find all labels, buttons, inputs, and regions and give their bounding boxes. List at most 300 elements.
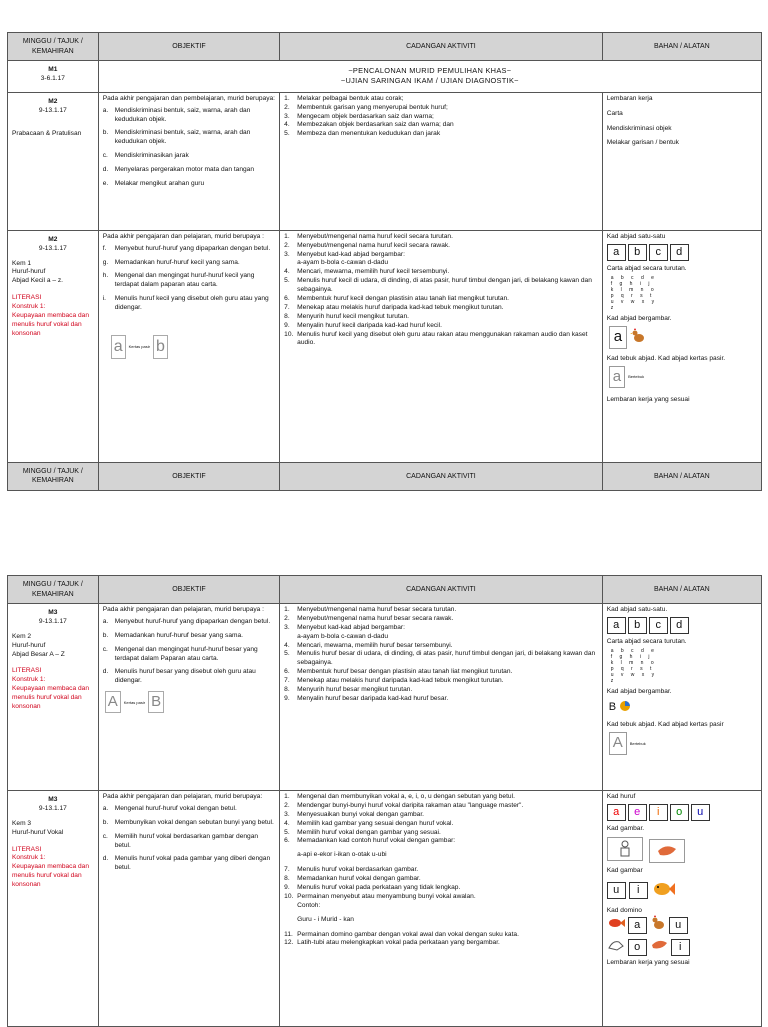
domino-letter: a	[628, 917, 647, 934]
objective-item	[103, 855, 275, 873]
objective-list	[103, 618, 275, 686]
activity-number: 2.	[284, 801, 290, 809]
activity-item	[284, 104, 598, 113]
letter-tiles	[607, 617, 757, 634]
letter-tile: d	[670, 617, 689, 634]
activity-text: Melakar pelbagai bentuk atau corak;	[297, 94, 404, 102]
activity-item	[284, 251, 598, 260]
objective-intro: Pada akhir pengajaran dan pembelajaran, murid berupaya:	[102, 94, 276, 102]
alphabet-chart	[611, 648, 757, 684]
header-row	[8, 33, 762, 61]
alphabet-row: k l m n o	[610, 659, 657, 666]
m1-banner	[98, 61, 761, 93]
activity-item	[284, 277, 598, 295]
objective-letter: i.	[102, 295, 107, 303]
objective-letter: b.	[102, 129, 109, 137]
activity-item	[284, 331, 598, 349]
activity-text: Menulis huruf kecil di udara, di dinding, di atas pasir, huruf timbul dengan jari, di belakang kawan dan sebagainya.	[297, 277, 592, 294]
activity-item	[284, 931, 598, 940]
header-objective: OBJEKTIF	[98, 462, 279, 490]
objective-item	[103, 129, 275, 147]
objective-item	[103, 245, 275, 254]
domino-letter: u	[669, 917, 688, 934]
activity-text: Membentuk huruf kecil dengan plastisin atau tanah liat mengikut turutan.	[297, 295, 510, 303]
picture-letter: a	[609, 326, 627, 348]
activity-number: 3.	[284, 623, 290, 631]
picture-card	[609, 700, 757, 716]
activity-text: Menekap atau melakis huruf daripada kad-kad tebuk mengikut turutan.	[297, 303, 504, 311]
activity-item	[284, 668, 598, 677]
activity-number: 8.	[284, 875, 290, 883]
objective-item	[103, 180, 275, 189]
objective-cell	[98, 92, 279, 230]
activity-list	[284, 866, 598, 902]
activity-number: 3.	[284, 250, 290, 258]
mat-title: Kad domino	[606, 906, 642, 914]
objective-letter: g.	[102, 258, 109, 266]
fish-icon	[607, 916, 625, 934]
mat-title: Lembaran kerja yang sesuai	[606, 395, 690, 403]
activity-text: Menulis huruf vokal pada perkataan yang tidak lengkap.	[297, 884, 461, 892]
row-m1	[8, 61, 762, 93]
objective-letter: d.	[102, 166, 109, 174]
plan-table-page1	[7, 32, 762, 491]
punch-letter: A	[609, 732, 627, 754]
letter-tile: a	[607, 244, 626, 261]
activity-number: 2.	[284, 103, 290, 111]
objective-item	[103, 259, 275, 268]
week-cell	[8, 92, 99, 230]
header-week: MINGGU / TAJUK / KEMAHIRAN	[8, 576, 99, 604]
activity-item	[284, 695, 598, 704]
week-label: M3	[48, 609, 58, 616]
week-date: 9-13.1.17	[38, 617, 67, 625]
activity-number: 7.	[284, 866, 290, 874]
materials-list	[607, 95, 757, 149]
activity-number: 4.	[284, 121, 290, 129]
activity-text: Permainan domino gambar dengan vokal awal dan vokal dengan suku kata.	[297, 930, 519, 938]
objective-text: Melakar mengikut arahan guru	[114, 180, 205, 188]
activity-number: 6.	[284, 295, 290, 303]
objective-item	[103, 152, 275, 161]
punch-card	[609, 366, 757, 388]
activity-item	[284, 606, 598, 615]
topic-kem: Kem 1	[12, 259, 32, 267]
activity-item	[284, 615, 598, 624]
activity-number	[284, 259, 297, 268]
objective-list	[103, 805, 275, 873]
activity-item	[284, 802, 598, 811]
objective-item	[103, 632, 275, 641]
activity-number: 1.	[284, 606, 290, 613]
mat-title: Kad tebuk abjad. Kad abjad kertas pasir	[606, 720, 724, 728]
topic-huruf: Huruf-huruf	[12, 268, 46, 276]
pair-letter: u	[607, 882, 626, 899]
letter-tile: b	[628, 244, 647, 261]
activity-cell	[280, 791, 603, 1027]
konstruk-desc: Keupayaan membaca dan menulis huruf vokal dan konsonan	[12, 863, 89, 889]
objective-letter: h.	[102, 272, 109, 280]
objective-letter: d.	[102, 855, 109, 863]
activity-item	[284, 884, 598, 893]
objective-text: Menulis huruf kecil yang disebut oleh guru atau yang didengar.	[114, 295, 269, 312]
activity-text: Menyurih huruf kecil mengikut turutan.	[297, 312, 409, 320]
materials-cell	[602, 791, 761, 1027]
objective-letter: f.	[102, 244, 107, 252]
alphabet-row: p q r s t	[610, 292, 655, 299]
literasi-label: LITERASI	[12, 845, 42, 853]
activity-cell	[280, 92, 603, 230]
ball-icon	[619, 700, 631, 716]
objective-letter: d.	[102, 668, 109, 676]
activity-text: Menulis huruf vokal berdasarkan gambar.	[297, 866, 419, 874]
objective-text: Menyebut huruf-huruf yang dipaparkan dengan betul.	[114, 244, 271, 252]
objective-text: Memadankan huruf-huruf besar yang sama.	[114, 631, 244, 639]
week-cell	[8, 230, 99, 462]
activity-item	[284, 268, 598, 277]
week-cell	[8, 791, 99, 1027]
mat-title: Kad abjad bergambar.	[606, 314, 672, 322]
activity-item	[284, 811, 598, 820]
alphabet-row: z	[610, 304, 617, 311]
chicken-icon	[630, 328, 646, 348]
activity-item	[284, 939, 598, 948]
contoh-words: Guru - i Murid - kan	[297, 915, 354, 923]
objective-text: Memadankan huruf-huruf kecil yang sama.	[114, 258, 240, 266]
domino-letter: o	[628, 939, 647, 956]
topic-kem: Kem 3	[12, 819, 32, 827]
alphabet-chart	[611, 275, 757, 311]
activity-list	[284, 606, 598, 704]
alphabet-row: u v w x y	[610, 298, 658, 305]
row-m2-prabacaan	[8, 92, 762, 230]
activity-item	[284, 893, 598, 902]
activity-number: 1.	[284, 94, 290, 102]
mat-title: Kad abjad bergambar.	[606, 687, 672, 695]
topic-huruf: Huruf-huruf	[12, 641, 46, 649]
activity-text: Menulis huruf kecil yang disebut oleh guru atau rakan atau menggunakan rakaman audio dan kaset audio.	[297, 330, 588, 347]
objective-text: Mendiskriminasi bentuk, saiz, warna, arah dan kedudukan objek.	[114, 106, 251, 123]
activity-number: 5.	[284, 130, 290, 138]
activity-item	[284, 677, 598, 686]
konstruk-desc: Keupayaan membaca dan menulis huruf vokal dan konsonan	[12, 685, 89, 711]
objective-intro: Pada akhir pengajaran dan pelajaran, murid berupaya :	[102, 232, 265, 240]
activity-number: 8.	[284, 686, 290, 694]
letter-tile: a	[607, 804, 626, 821]
activity-text: Menulis huruf besar di udara, di dinding, di atas pasir, huruf timbul dengan jari, di belakang kawan dan sebagainya.	[297, 650, 596, 667]
activity-text: Menyebut kad-kad abjad bergambar:	[297, 250, 405, 258]
activity-item	[284, 121, 598, 130]
activity-item	[284, 313, 598, 322]
activity-number: 2.	[284, 241, 290, 249]
letter-tiles	[607, 244, 757, 261]
letter-tile: b	[628, 617, 647, 634]
card-letter-B: B	[148, 691, 164, 713]
shrimp-icon	[649, 839, 685, 863]
activity-item	[284, 829, 598, 838]
activity-item	[284, 837, 598, 846]
activity-item	[284, 633, 598, 642]
letter-tile: o	[670, 804, 689, 821]
objective-item	[103, 107, 275, 125]
sandpaper-card	[105, 691, 275, 713]
chef-icon	[607, 837, 643, 861]
objective-letter: c.	[102, 832, 108, 840]
activity-list	[284, 95, 598, 139]
objective-list	[103, 245, 275, 313]
week-label: M1	[48, 66, 58, 73]
activity-number: 5.	[284, 828, 290, 836]
activity-text: Mendengar bunyi-bunyi huruf vokal daripita rakaman atau "language master".	[297, 801, 524, 809]
topic-abjad: Abjad Besar A – Z	[12, 650, 65, 658]
activity-number: 4.	[284, 268, 290, 276]
literasi-label: LITERASI	[12, 667, 42, 675]
week-cell	[8, 604, 99, 791]
alphabet-row: z	[610, 677, 617, 684]
row-m3-kem3	[8, 791, 762, 1027]
activity-cell	[280, 230, 603, 462]
activity-number: 9.	[284, 884, 290, 892]
alphabet-row: a b c d e	[610, 274, 657, 281]
activity-text: Membentuk garisan yang menyerupai bentuk huruf;	[297, 103, 448, 111]
activity-item	[284, 295, 598, 304]
material-item: Lembaran kerja	[606, 94, 653, 102]
vowel-words: a-api e-ekor i-ikan o-otak u-ubi	[297, 851, 387, 859]
objective-cell	[98, 230, 279, 462]
activity-text: Latih-tubi atau melengkapkan vokal pada perkataan yang bergambar.	[297, 939, 500, 947]
objective-text: Menyelaras pergerakan motor mata dan tangan	[114, 166, 255, 174]
punch-letter: a	[609, 366, 625, 388]
activity-text: a-ayam b-bola c-cawan d-dadu	[297, 259, 389, 267]
mat-title: Kad tebuk abjad. Kad abjad kertas pasir.	[606, 354, 726, 362]
week-date: 9-13.1.17	[38, 804, 67, 812]
objective-intro: Pada akhir pengajaran dan pelajaran, murid berupaya :	[102, 606, 265, 613]
objective-item	[103, 833, 275, 851]
header-activity: CADANGAN AKTIVITI	[280, 576, 603, 604]
activity-number: 6.	[284, 668, 290, 676]
materials-cell	[602, 604, 761, 791]
fish-icon	[651, 879, 675, 903]
row-m3-kem2	[8, 604, 762, 791]
domino-row	[607, 938, 757, 956]
picture-pair	[607, 879, 757, 903]
activity-text: Menyebut/mengenal nama huruf kecil secara turutan.	[297, 232, 453, 240]
letter-tile: c	[649, 617, 668, 634]
activity-item	[284, 793, 598, 802]
letter-tile: c	[649, 244, 668, 261]
objective-text: Mendiskriminasi bentuk, saiz, warna, arah dan kedudukan objek.	[114, 129, 251, 146]
activity-item	[284, 820, 598, 829]
activity-number: 7.	[284, 677, 290, 685]
objective-item	[103, 646, 275, 664]
objective-text: Membunyikan vokal dengan sebutan bunyi yang betul.	[114, 818, 274, 826]
objective-item	[103, 805, 275, 814]
objective-list	[103, 107, 275, 189]
activity-text: Memadankan kad contoh huruf vokal dengan gambar:	[297, 837, 456, 845]
card-caption: Kertas pasir	[123, 699, 146, 705]
activity-item	[284, 259, 598, 268]
punch-card	[609, 732, 757, 754]
card-letter-A: A	[105, 691, 121, 713]
letter-tile: i	[649, 804, 668, 821]
objective-text: Menulis huruf besar yang disebut oleh guru atau didengar.	[114, 668, 256, 685]
objective-letter: a.	[102, 804, 109, 812]
shrimp-icon	[650, 938, 668, 956]
alphabet-row: a b c d e	[610, 647, 657, 654]
alphabet-row: f g h i j	[610, 653, 653, 660]
objective-item	[103, 166, 275, 175]
activity-text: Menyalin huruf kecil daripada kad-kad huruf kecil.	[297, 321, 442, 329]
topic: Prabacaan & Pratulisan	[12, 129, 82, 137]
konstruk-label: Konstruk 1:	[12, 676, 46, 684]
activity-text: Mengenal dan membunyikan vokal a, e, i, o, u dengan sebutan yang betul.	[297, 793, 515, 800]
week-date: 9-13.1.17	[38, 106, 67, 114]
activity-text: Menyebut kad-kad abjad bergambar:	[297, 623, 405, 631]
activity-number: 5.	[284, 277, 290, 285]
mat-title: Carta abjad secara turutan.	[606, 264, 687, 272]
konstruk-label: Konstruk 1:	[12, 854, 46, 862]
contoh-label: Contoh:	[297, 901, 321, 909]
konstruk-desc: Keupayaan membaca dan menulis huruf vokal dan konsonan	[12, 312, 89, 337]
header-activity: CADANGAN AKTIVITI	[280, 33, 603, 61]
week-label: M2	[48, 97, 58, 105]
activity-number: 11.	[284, 930, 293, 938]
alphabet-row: p q r s t	[610, 665, 655, 672]
mat-title: Kad abjad satu-satu.	[606, 606, 668, 613]
objective-item	[103, 819, 275, 828]
activity-list	[284, 793, 598, 846]
materials-cell	[602, 92, 761, 230]
activity-number: 6.	[284, 837, 290, 845]
objective-item	[103, 295, 275, 313]
bertebuk-label: Bertebuk	[628, 374, 645, 380]
week-label: M3	[48, 796, 58, 803]
objective-intro: Pada akhir pengajaran dan pelajaran, murid berupaya:	[102, 793, 263, 800]
activity-number: 10.	[284, 892, 294, 900]
alphabet-row: f g h i j	[610, 280, 653, 287]
letter-tile: u	[691, 804, 710, 821]
activity-text: a-ayam b-bola c-cawan d-dadu	[297, 632, 389, 640]
footer-row	[8, 462, 762, 490]
chicken-icon	[650, 915, 666, 935]
alphabet-row: u v w x y	[610, 671, 658, 678]
activity-text: Menyurih huruf besar mengikut turutan.	[297, 686, 413, 694]
hand-icon	[607, 938, 625, 956]
bertebuk-label: Bertebuk	[629, 740, 646, 746]
topic-abjad: Abjad Kecil a – z.	[12, 277, 63, 285]
header-row	[8, 576, 762, 604]
activity-number: 2.	[284, 614, 290, 622]
activity-number: 12.	[284, 939, 294, 947]
domino-row	[607, 915, 757, 935]
activity-item	[284, 642, 598, 651]
domino-letter: i	[671, 939, 690, 956]
activity-text: Menyesuaikan bunyi vokal dengan gambar.	[297, 810, 424, 818]
activity-item	[284, 322, 598, 331]
pair-letter: i	[629, 882, 648, 899]
header-materials: BAHAN / ALATAN	[602, 462, 761, 490]
picture-letter: B	[608, 701, 617, 714]
objective-text: Menyebut huruf-huruf yang dipaparkan dengan betul.	[114, 617, 271, 625]
objective-cell	[98, 791, 279, 1027]
mat-title: Kad huruf	[606, 793, 636, 800]
header-objective: OBJEKTIF	[98, 33, 279, 61]
activity-item	[284, 95, 598, 104]
activity-item	[284, 304, 598, 313]
topic-kem: Kem 2	[12, 632, 32, 640]
letter-tile: d	[670, 244, 689, 261]
mat-title: Kad abjad satu-satu	[606, 232, 666, 240]
objective-item	[103, 618, 275, 627]
m1-line1: ~PENCALONAN MURID PEMULIHAN KHAS~	[348, 66, 512, 76]
objective-letter: b.	[102, 631, 109, 639]
activity-list	[284, 931, 598, 949]
activity-text: Memilih kad gambar yang sesuai dengan huruf vokal.	[297, 819, 454, 827]
vowel-tiles	[607, 804, 757, 821]
konstruk-label: Konstruk 1:	[12, 303, 46, 311]
objective-letter: a.	[102, 106, 109, 114]
activity-text: Membeza dan menentukan kedudukan dan jarak	[297, 130, 441, 138]
activity-text: Mencari, mewarna, memilih huruf kecil tersembunyi.	[297, 268, 450, 276]
activity-text: Membentuk huruf besar dengan plastisin atau tanah liat mengikut turutan.	[297, 668, 513, 676]
objective-letter: c.	[102, 152, 108, 160]
activity-item	[284, 624, 598, 633]
objective-text: Mengenal dan mengingat huruf-huruf kecil yang terdapat dalam paparan atau carta.	[114, 272, 255, 289]
week-date: 3-6.1.17	[40, 74, 65, 82]
objective-letter: a.	[102, 617, 109, 625]
picture-cards	[607, 837, 757, 863]
objective-letter: b.	[102, 818, 109, 826]
activity-number: 1.	[284, 232, 290, 240]
activity-number: 3.	[284, 810, 290, 818]
objective-letter: c.	[102, 645, 108, 653]
activity-item	[284, 130, 598, 139]
activity-item	[284, 686, 598, 695]
mat-title: Kad gambar.	[606, 824, 645, 832]
activity-number	[284, 633, 297, 642]
activity-text: Membezakan objek berdasarkan saiz dan warna; dan	[297, 121, 454, 129]
mat-title: Kad gambar	[606, 866, 643, 874]
activity-number: 7.	[284, 303, 290, 311]
m1-line2: ~UJIAN SARINGAN IKAM / UJIAN DIAGNOSTIK~	[340, 76, 519, 86]
material-item: Carta	[606, 109, 623, 117]
sandpaper-card	[111, 335, 275, 359]
picture-card	[609, 326, 757, 348]
activity-item	[284, 866, 598, 875]
activity-text: Menyebut/mengenal nama huruf besar secara turutan.	[297, 606, 457, 613]
header-objective: OBJEKTIF	[98, 576, 279, 604]
activity-text: Memilih huruf vokal dengan gambar yang sesuai.	[297, 828, 441, 836]
material-item: Mendiskriminasi objek	[606, 124, 672, 132]
activity-number: 9.	[284, 321, 290, 329]
objective-text: Mendiskriminasikan jarak	[114, 152, 189, 160]
activity-text: Mengecam objek berdasarkan saiz dan warna;	[297, 112, 434, 120]
literasi-label: LITERASI	[12, 294, 42, 302]
activity-item	[284, 875, 598, 884]
activity-text: Menyalin huruf besar daripada kad-kad huruf besar.	[297, 694, 449, 702]
activity-text: Mencari, mewarna, memilih huruf besar tersembunyi.	[297, 641, 453, 649]
header-materials: BAHAN / ALATAN	[602, 33, 761, 61]
activity-number: 8.	[284, 312, 290, 320]
activity-text: Permainan menyebut atau menyambung bunyi vokal awalan.	[297, 892, 476, 900]
activity-text: Menekap atau melakis huruf daripada kad-kad tebuk mengikut turutan.	[297, 677, 504, 685]
activity-number: 3.	[284, 112, 290, 120]
header-materials: BAHAN / ALATAN	[602, 576, 761, 604]
alphabet-row: k l m n o	[610, 286, 657, 293]
activity-number: 1.	[284, 793, 290, 800]
card-caption: Kertas pasir	[128, 344, 150, 350]
week-date: 9-13.1.17	[38, 244, 67, 252]
